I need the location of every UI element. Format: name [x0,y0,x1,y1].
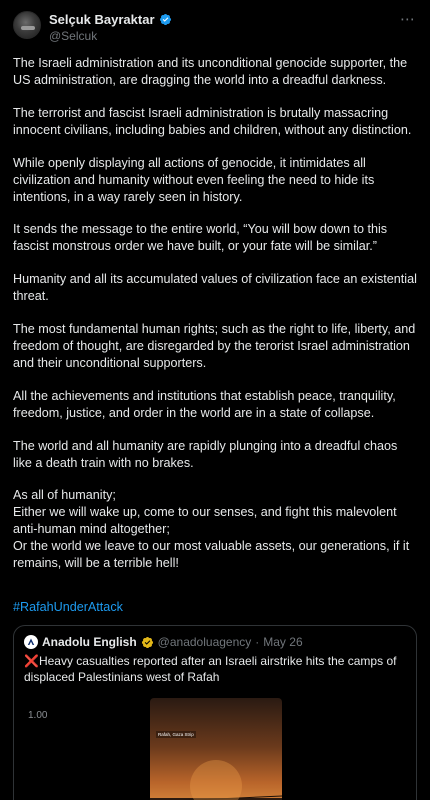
tweet-paragraph: All the achievements and institutions that establish peace, tranquility, freedom, justice, and order in the world are in a state of collapse. [13,388,396,420]
verified-badge-icon [159,13,172,26]
quoted-media[interactable] [14,694,417,800]
closing-line: Either we will wake up, come to our senses, and fight this malevolent anti-human mind altogether; [13,505,397,537]
quoted-date[interactable]: May 26 [263,635,303,649]
verified-badge-icon [141,636,154,649]
anadolu-logo-icon [24,635,38,649]
tweet-paragraph: The most fundamental human rights; such as the right to life, liberty, and freedom of thought, are disregarded by the terorist Israel administration and their unconditional supporters. [13,321,416,370]
cross-mark-icon: ❌ [24,654,39,668]
fire-scene-image [150,698,282,800]
avatar[interactable] [13,11,41,39]
video-caption: Rafah, Gaza Strip [158,732,194,737]
hashtag-link[interactable]: #RafahUnderAttack [13,600,123,614]
quoted-text: Heavy casualties reported after an Israeli airstrike hits the camps of displaced Palestinians west of Rafah [24,654,397,684]
closing-line: As all of humanity; [13,488,116,503]
closing-line: Or the world we leave to our most valuable assets, our generations, if it remains, will be a terrible hell! [13,539,410,571]
author-name[interactable]: Selçuk Bayraktar [49,12,155,27]
author-name-row [49,12,172,27]
tweet-paragraph: It sends the message to the entire world, “You will bow down to this fascist monstrous order we have built, or your fate will be similar.” [13,222,388,254]
quoted-tweet[interactable] [13,625,417,800]
tweet-header [0,0,430,50]
tweet-body [13,55,417,572]
tweet-paragraph: Humanity and all its accumulated values of civilization face an existential threat. [13,272,417,304]
quoted-separator: · [255,635,260,649]
author-handle[interactable]: @Selcuk [49,29,98,43]
playback-speed[interactable]: 1.00 [28,710,48,721]
quoted-header [24,635,303,649]
quoted-author-name[interactable]: Anadolu English [42,635,137,649]
tweet-paragraph: The Israeli administration and its unconditional genocide supporter, the US administration, are dragging the world into a dreadful darkness. [13,56,408,87]
quoted-text-block [24,654,404,685]
closing-block [13,487,417,572]
more-options-icon[interactable]: ⋯ [400,11,416,28]
quoted-handle[interactable]: @anadoluagency [157,635,252,649]
video-thumbnail[interactable] [150,698,282,800]
tweet-paragraph: While openly displaying all actions of genocide, it intimidates all civilization and humanity without even feeling the need to hide its intentions, in a way rarely seen in history. [13,155,375,204]
tweet-paragraph: The terrorist and fascist Israeli administration is brutally massacring innocent civilians, including babies and children, without any distinction. [13,105,412,137]
tweet-paragraph: The world and all humanity are rapidly plunging into a dreadful chaos like a death train with no brakes. [13,438,398,470]
